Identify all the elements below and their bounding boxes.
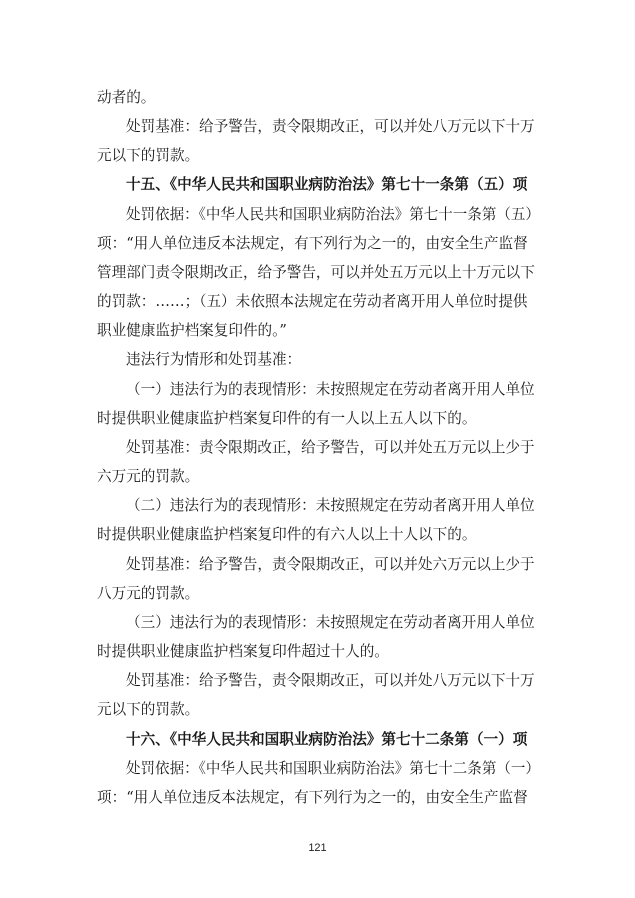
text-line: 项：“用人单位违反本法规定，有下列行为之一的，由安全生产监督 [97, 235, 528, 252]
text-line: 时提供职业健康监护档案复印件的有一人以上五人以下的。 [97, 410, 477, 427]
text-line: 时提供职业健康监护档案复印件超过十人的。 [97, 643, 389, 660]
section-heading: 十五、《中华人民共和国职业病防治法》第七十一条第（五）项 [126, 176, 528, 193]
page-number: 121 [308, 842, 327, 854]
text-line: 职业健康监护档案复印件的。” [97, 322, 287, 339]
text-line: 处罚依据：《中华人民共和国职业病防治法》第七十二条第（一） [126, 760, 540, 777]
text-line: 管理部门责令限期改正，给予警告，可以并处五万元以上十万元以下 [97, 264, 535, 281]
text-line: 处罚基准：责令限期改正，给予警告，可以并处五万元以上少于 [126, 439, 535, 456]
text-line: 处罚基准：给予警告，责令限期改正，可以并处八万元以下十万 [126, 672, 535, 689]
text-line: 元以下的罚款。 [97, 701, 200, 718]
text-line: 项：“用人单位违反本法规定，有下列行为之一的，由安全生产监督 [97, 789, 528, 806]
text-line: （二）违法行为的表现情形：未按照规定在劳动者离开用人单位 [126, 497, 535, 514]
text-line: 元以下的罚款。 [97, 147, 200, 164]
text-line: 处罚基准：给予警告，责令限期改正，可以并处六万元以上少于 [126, 556, 535, 573]
text-line: 六万元的罚款。 [97, 468, 200, 485]
text-line: 违法行为情形和处罚基准： [126, 351, 302, 368]
text-line: 动者的。 [97, 89, 156, 106]
text-line: 处罚依据：《中华人民共和国职业病防治法》第七十一条第（五） [126, 206, 540, 223]
text-line: 的罚款：……；（五）未依照本法规定在劳动者离开用人单位时提供 [97, 293, 528, 310]
text-line: 处罚基准：给予警告，责令限期改正，可以并处八万元以下十万 [126, 118, 535, 135]
text-line: （一）违法行为的表现情形：未按照规定在劳动者离开用人单位 [126, 381, 535, 398]
text-line: 时提供职业健康监护档案复印件的有六人以上十人以下的。 [97, 526, 477, 543]
text-line: （三）违法行为的表现情形：未按照规定在劳动者离开用人单位 [126, 614, 535, 631]
section-heading: 十六、《中华人民共和国职业病防治法》第七十二条第（一）项 [126, 731, 528, 748]
text-line: 八万元的罚款。 [97, 585, 200, 602]
